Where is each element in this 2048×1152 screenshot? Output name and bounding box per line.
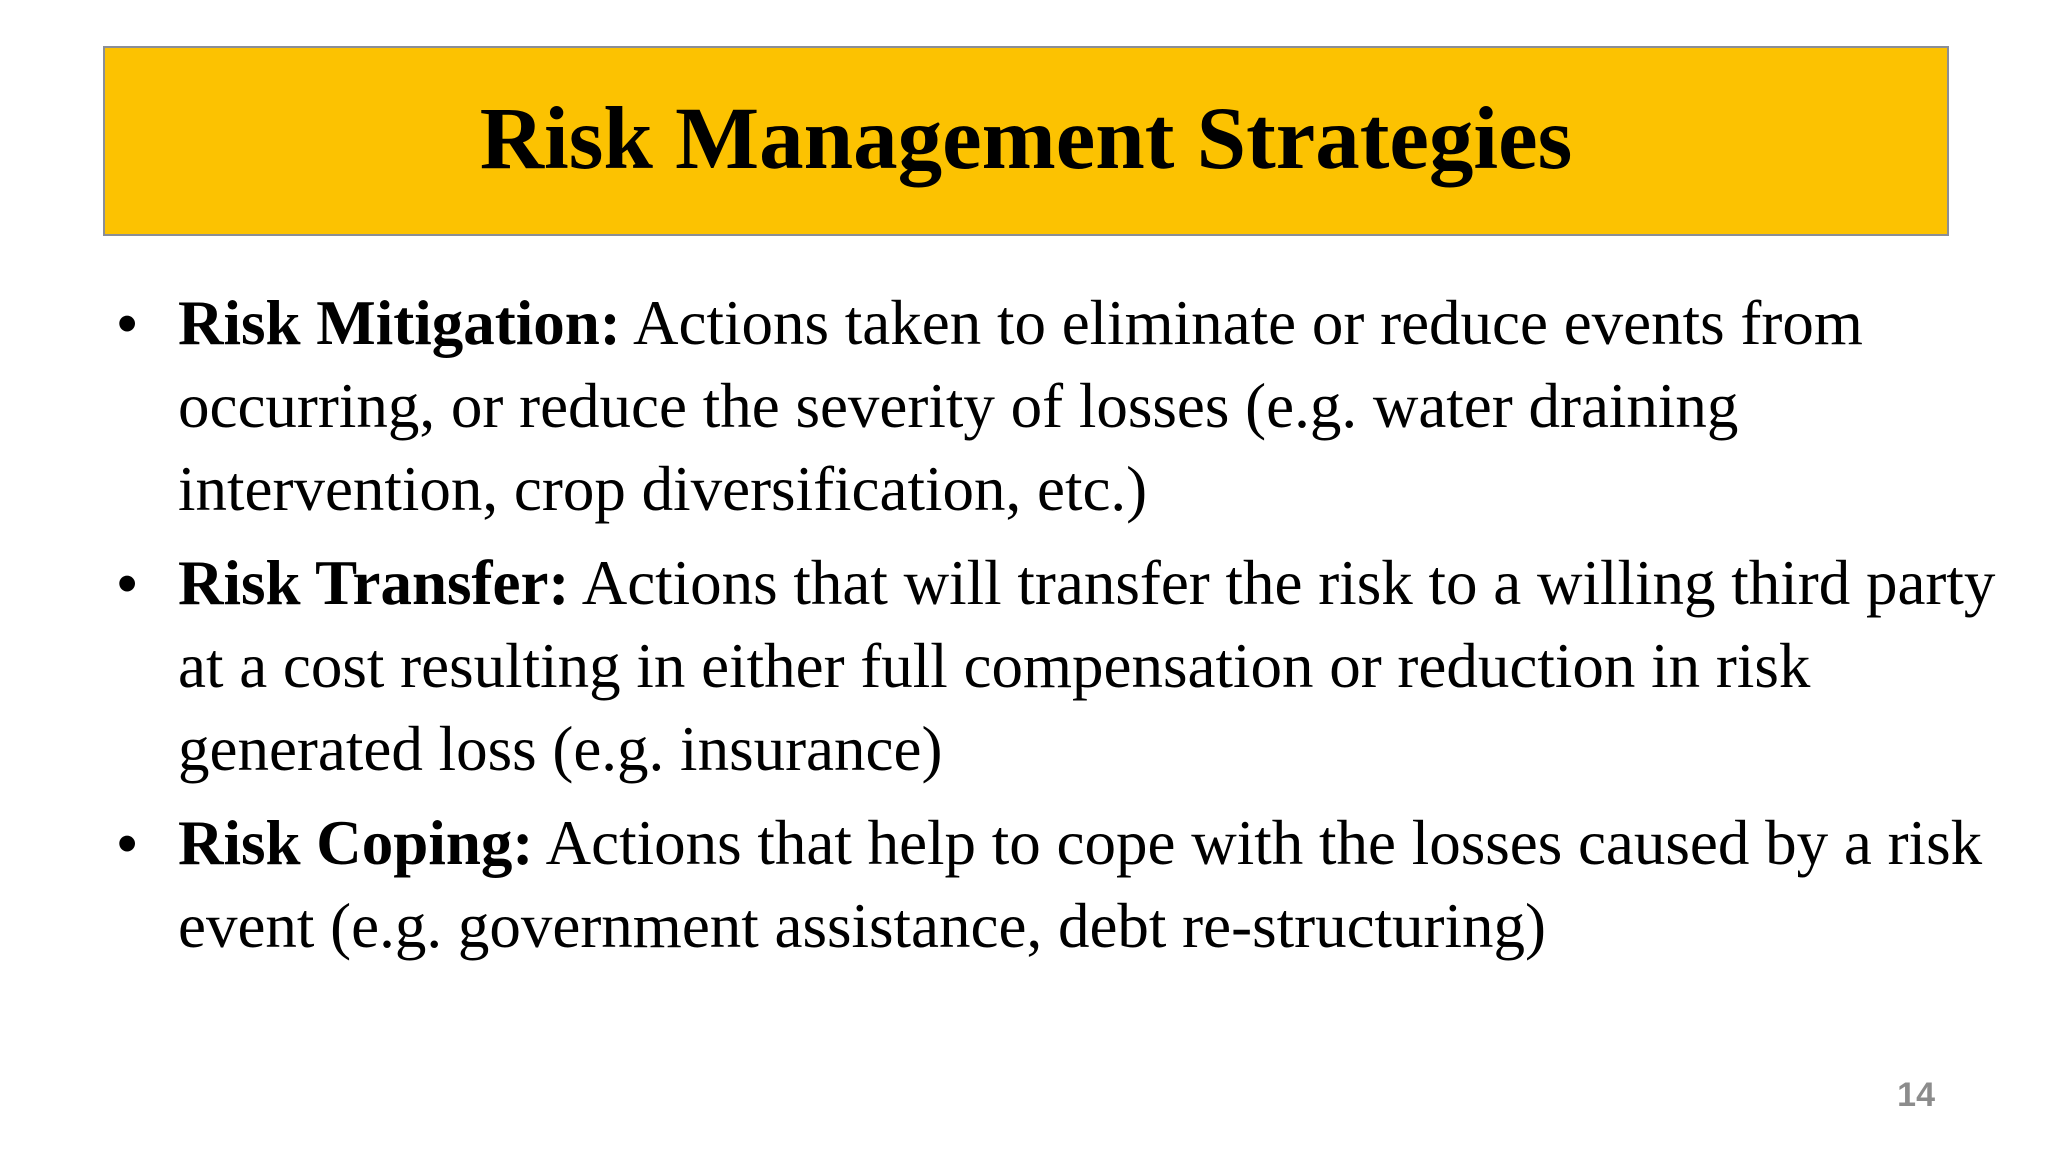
- bullet-item-risk-transfer: [0, 542, 2048, 791]
- bullet-item-risk-coping: [0, 802, 2048, 968]
- bullet-term: Risk Coping:: [178, 808, 534, 878]
- bullet-term: Risk Transfer:: [178, 548, 570, 618]
- bullet-icon: •: [117, 811, 138, 876]
- page-number: 14: [1897, 1076, 1935, 1114]
- bullet-text: Actions that help to cope with the losses caused by a risk event (e.g. government assistance, debt re-structuring): [178, 808, 1983, 961]
- bullet-term: Risk Mitigation:: [178, 288, 621, 358]
- bullet-icon: •: [117, 291, 138, 356]
- slide-title: Risk Management Strategies: [479, 89, 1573, 188]
- bullet-text: Actions taken to eliminate or reduce events from occurring, or reduce the severity of losses (e.g. water draining intervention, crop diversification, etc.): [178, 288, 1863, 524]
- title-banner: [103, 46, 1949, 236]
- bullet-list: [0, 282, 2048, 968]
- bullet-item-risk-mitigation: [0, 282, 2048, 531]
- bullet-icon: •: [117, 551, 138, 616]
- bullet-text: Actions that will transfer the risk to a willing third party at a cost resulting in either full compensation or reduction in risk generated loss (e.g. insurance): [178, 548, 1996, 784]
